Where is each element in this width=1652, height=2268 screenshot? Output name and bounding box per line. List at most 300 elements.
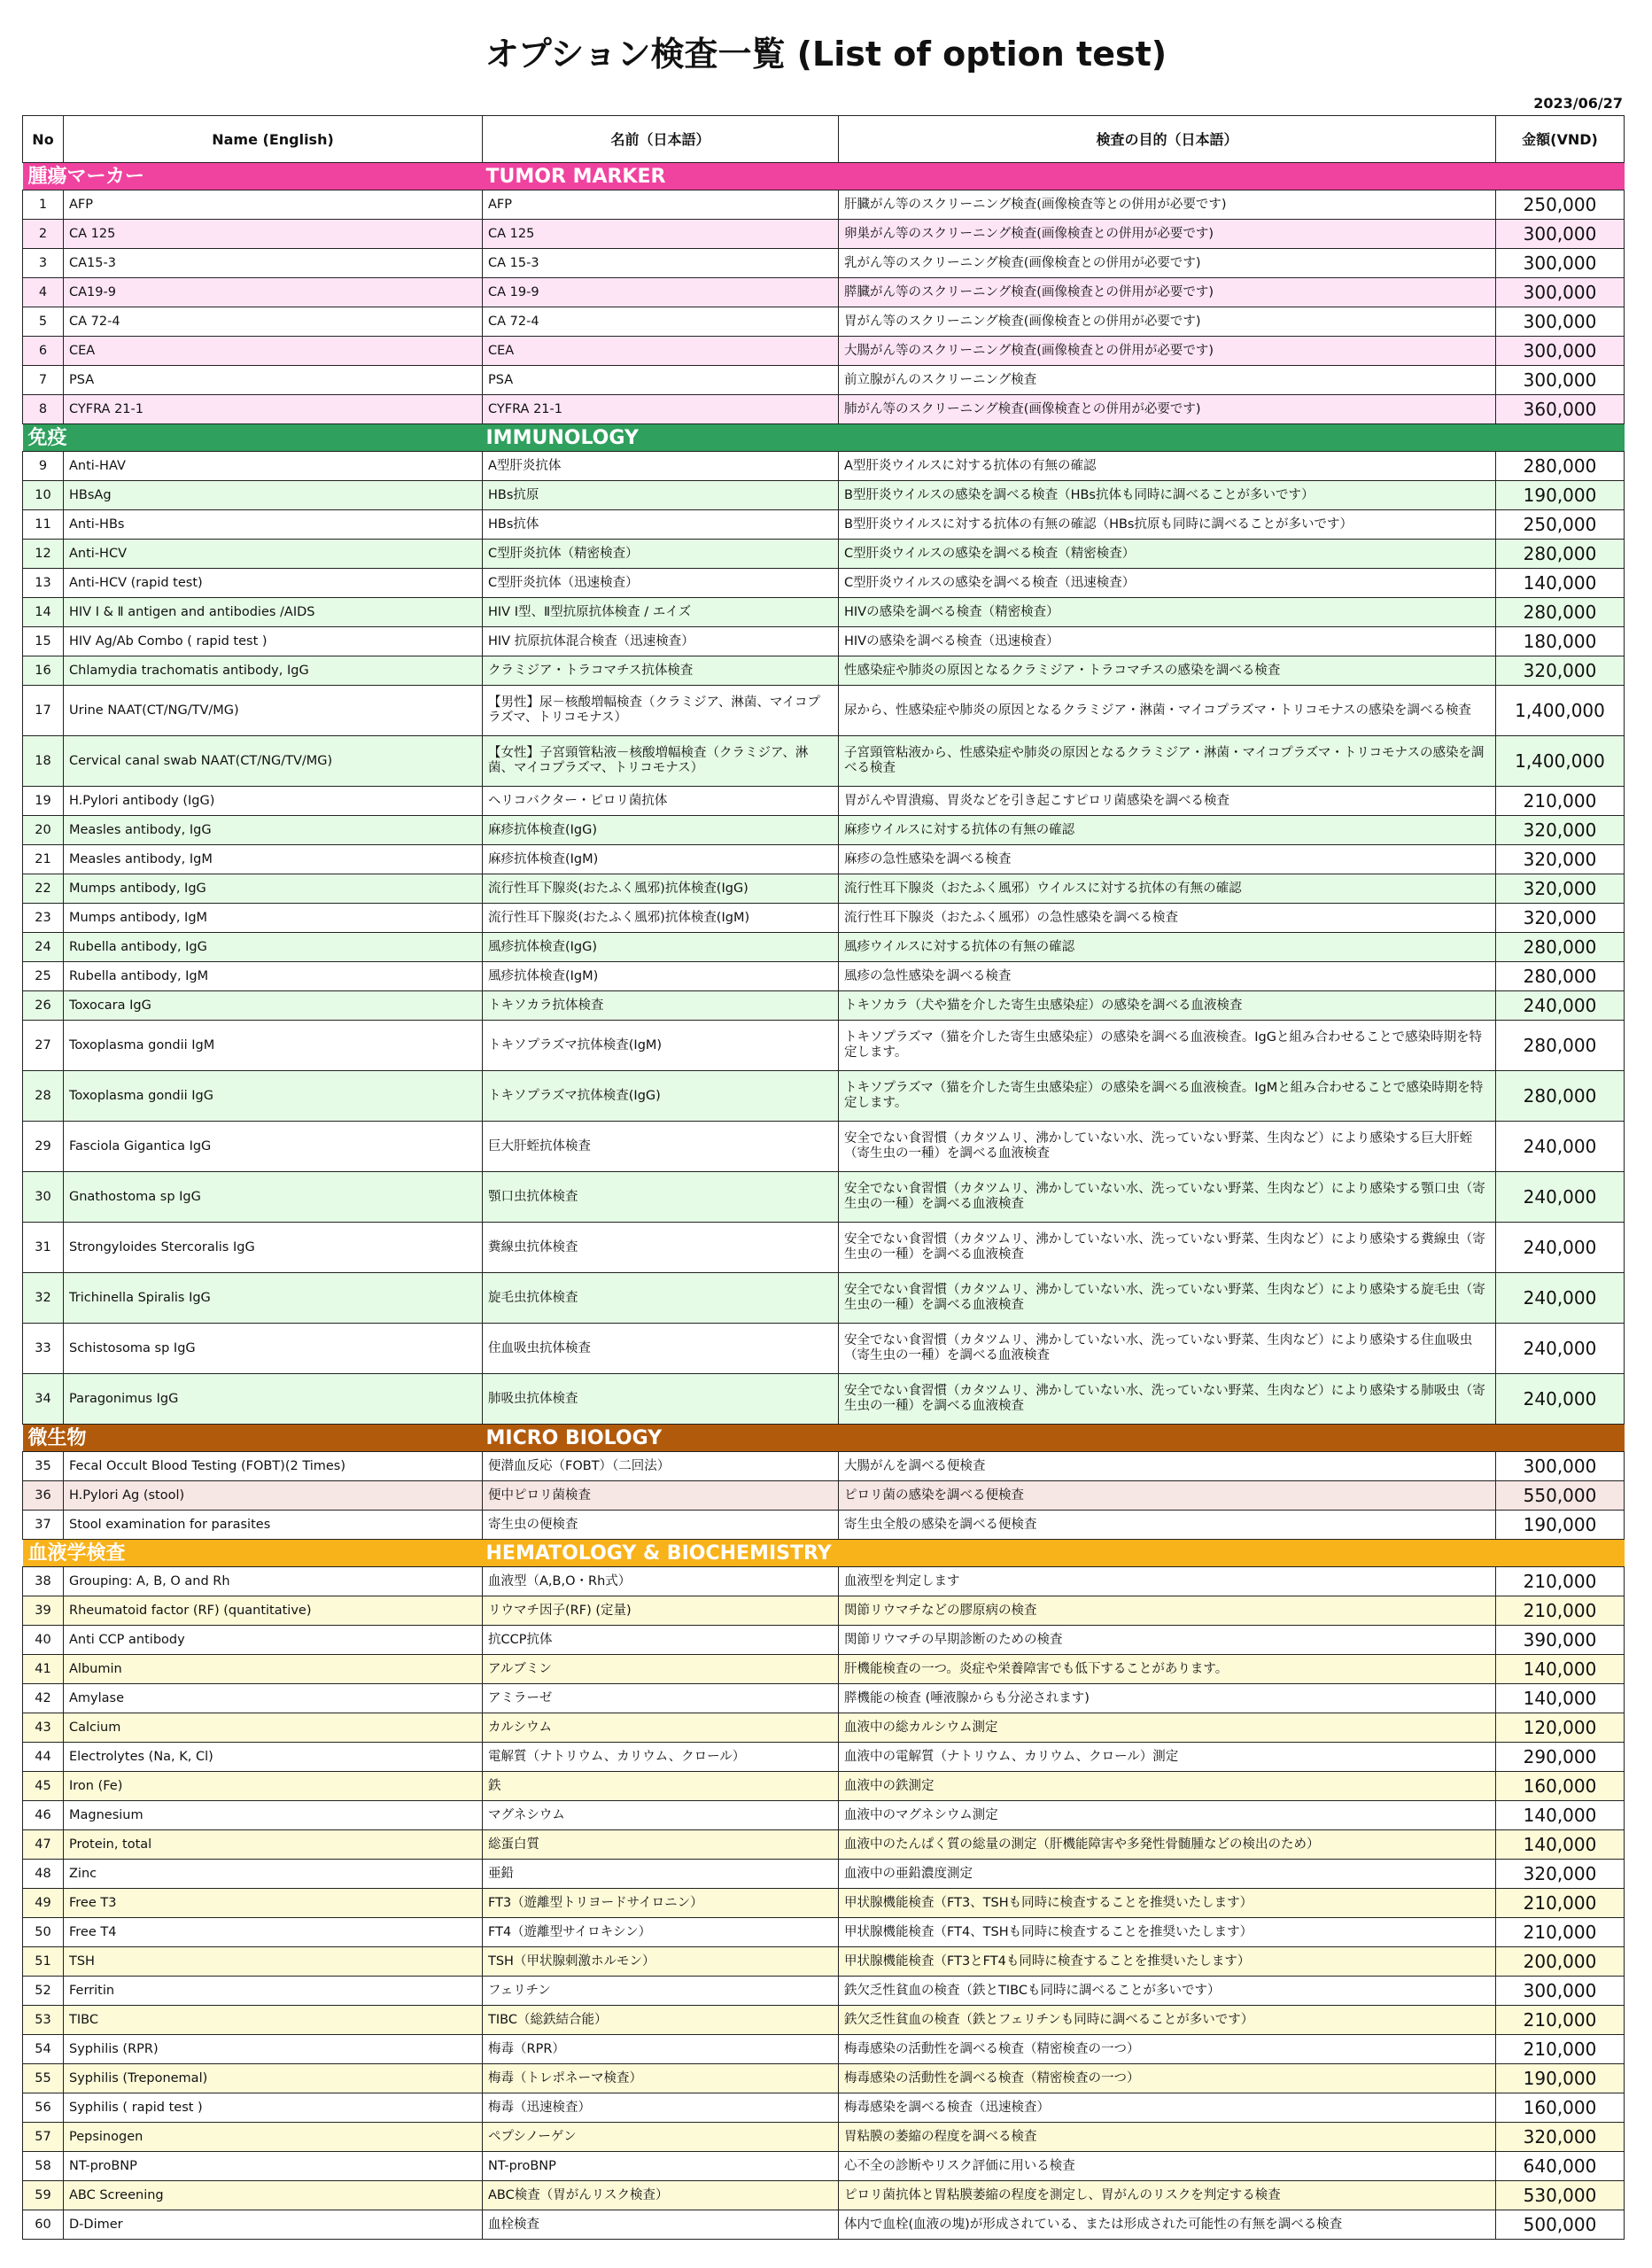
table-row	[23, 1860, 1625, 1889]
table-row	[23, 1889, 1625, 1918]
cell-name-english: Fasciola Gigantica IgG	[64, 1122, 483, 1172]
cell-name-english: CA 72-4	[64, 307, 483, 337]
cell-no: 39	[23, 1596, 64, 1626]
cell-name-japanese: 風疹抗体検査(IgG)	[483, 933, 839, 962]
cell-name-english: Anti-HBs	[64, 510, 483, 540]
cell-name-english: Anti-HCV	[64, 540, 483, 569]
cell-name-english: Toxoplasma gondii IgM	[64, 1021, 483, 1071]
section-label-ja: 腫瘍マーカー	[23, 163, 483, 190]
cell-purpose: 血液型を判定します	[839, 1567, 1496, 1596]
cell-name-english: Rubella antibody, IgM	[64, 962, 483, 991]
cell-price: 250,000	[1496, 510, 1625, 540]
cell-name-english: Paragonimus IgG	[64, 1374, 483, 1425]
cell-name-english: H.Pylori antibody (IgG)	[64, 787, 483, 816]
cell-no: 2	[23, 220, 64, 249]
cell-name-english: Amylase	[64, 1684, 483, 1713]
cell-name-japanese: カルシウム	[483, 1713, 839, 1743]
cell-purpose: 血液中のたんぱく質の総量の測定（肝機能障害や多発性骨髄腫などの検出のため）	[839, 1830, 1496, 1860]
section-header-micro	[23, 1425, 1625, 1452]
cell-name-japanese: 肺吸虫抗体検査	[483, 1374, 839, 1425]
cell-purpose: 血液中の総カルシウム測定	[839, 1713, 1496, 1743]
cell-name-english: Trichinella Spiralis IgG	[64, 1273, 483, 1324]
cell-price: 280,000	[1496, 1071, 1625, 1122]
cell-name-japanese: C型肝炎抗体（精密検査）	[483, 540, 839, 569]
table-row	[23, 1626, 1625, 1655]
cell-price: 160,000	[1496, 2093, 1625, 2123]
table-row	[23, 1172, 1625, 1223]
cell-purpose: ピロリ菌抗体と胃粘膜萎縮の程度を測定し、胃がんのリスクを判定する検査	[839, 2181, 1496, 2210]
cell-purpose: 安全でない食習慣（カタツムリ、沸かしていない水、洗っていない野菜、生肉など）により感染する巨大肝蛭（寄生虫の一種）を調べる血液検査	[839, 1122, 1496, 1172]
cell-name-english: ABC Screening	[64, 2181, 483, 2210]
cell-name-japanese: 総蛋白質	[483, 1830, 839, 1860]
cell-name-english: H.Pylori Ag (stool)	[64, 1481, 483, 1511]
cell-price: 240,000	[1496, 1324, 1625, 1374]
table-row	[23, 366, 1625, 395]
cell-no: 1	[23, 190, 64, 220]
cell-price: 280,000	[1496, 933, 1625, 962]
cell-purpose: 体内で血栓(血液の塊)が形成されている、または形成された可能性の有無を調べる検査	[839, 2210, 1496, 2240]
table-row	[23, 787, 1625, 816]
cell-name-english: AFP	[64, 190, 483, 220]
cell-price: 210,000	[1496, 1918, 1625, 1947]
header-price: 金額(VND)	[1496, 116, 1625, 163]
cell-price: 300,000	[1496, 249, 1625, 278]
cell-name-japanese: 麻疹抗体検査(IgM)	[483, 845, 839, 874]
table-row	[23, 307, 1625, 337]
cell-purpose: 鉄欠乏性貧血の検査（鉄とフェリチンも同時に調べることが多いです）	[839, 2006, 1496, 2035]
cell-price: 240,000	[1496, 1374, 1625, 1425]
cell-name-japanese: A型肝炎抗体	[483, 452, 839, 481]
cell-price: 360,000	[1496, 395, 1625, 424]
section-label-ja: 血液学検査	[23, 1540, 483, 1567]
cell-no: 33	[23, 1324, 64, 1374]
cell-purpose: 安全でない食習慣（カタツムリ、沸かしていない水、洗っていない野菜、生肉など）により感染する肺吸虫（寄生虫の一種）を調べる血液検査	[839, 1374, 1496, 1425]
table-row	[23, 686, 1625, 736]
cell-name-japanese: CA 19-9	[483, 278, 839, 307]
cell-purpose: 安全でない食習慣（カタツムリ、沸かしていない水、洗っていない野菜、生肉など）により感染する顎口虫（寄生虫の一種）を調べる血液検査	[839, 1172, 1496, 1223]
table-row	[23, 190, 1625, 220]
cell-name-english: Mumps antibody, IgG	[64, 874, 483, 904]
cell-purpose: トキソプラズマ（猫を介した寄生虫感染症）の感染を調べる血液検査。IgGと組み合わせることで感染時期を特定します。	[839, 1021, 1496, 1071]
cell-name-english: CYFRA 21-1	[64, 395, 483, 424]
cell-name-english: Zinc	[64, 1860, 483, 1889]
table-row	[23, 962, 1625, 991]
cell-no: 7	[23, 366, 64, 395]
cell-name-english: Toxocara IgG	[64, 991, 483, 1021]
cell-price: 190,000	[1496, 481, 1625, 510]
cell-no: 5	[23, 307, 64, 337]
table-row	[23, 1021, 1625, 1071]
table-row	[23, 874, 1625, 904]
cell-no: 24	[23, 933, 64, 962]
cell-price: 240,000	[1496, 1273, 1625, 1324]
cell-purpose: 安全でない食習慣（カタツムリ、沸かしていない水、洗っていない野菜、生肉など）により感染する糞線虫（寄生虫の一種）を調べる血液検査	[839, 1223, 1496, 1273]
table-row	[23, 1947, 1625, 1977]
cell-no: 53	[23, 2006, 64, 2035]
table-row	[23, 656, 1625, 686]
cell-no: 28	[23, 1071, 64, 1122]
section-label-en: IMMUNOLOGY	[483, 424, 1625, 452]
table-row	[23, 1743, 1625, 1772]
cell-purpose: 性感染症や肺炎の原因となるクラミジア・トラコマチスの感染を調べる検査	[839, 656, 1496, 686]
header-name-english: Name (English)	[64, 116, 483, 163]
cell-purpose: 乳がん等のスクリーニング検査(画像検査との併用が必要です)	[839, 249, 1496, 278]
section-header-immuno	[23, 424, 1625, 452]
table-row	[23, 816, 1625, 845]
cell-purpose: 膵機能の検査 (唾液腺からも分泌されます)	[839, 1684, 1496, 1713]
cell-purpose: 心不全の診断やリスク評価に用いる検査	[839, 2152, 1496, 2181]
cell-name-japanese: ヘリコバクター・ピロリ菌抗体	[483, 787, 839, 816]
cell-name-english: Gnathostoma sp IgG	[64, 1172, 483, 1223]
cell-no: 6	[23, 337, 64, 366]
cell-name-english: Syphilis (Treponemal)	[64, 2064, 483, 2093]
cell-price: 190,000	[1496, 2064, 1625, 2093]
cell-name-japanese: 血栓検査	[483, 2210, 839, 2240]
cell-price: 180,000	[1496, 627, 1625, 656]
cell-name-english: CA 125	[64, 220, 483, 249]
cell-price: 320,000	[1496, 2123, 1625, 2152]
cell-no: 3	[23, 249, 64, 278]
table-row	[23, 1918, 1625, 1947]
cell-purpose: 梅毒感染の活動性を調べる検査（精密検査の一つ）	[839, 2035, 1496, 2064]
cell-purpose: 胃がんや胃潰瘍、胃炎などを引き起こすピロリ菌感染を調べる検査	[839, 787, 1496, 816]
cell-price: 320,000	[1496, 656, 1625, 686]
table-row	[23, 1596, 1625, 1626]
table-row	[23, 1977, 1625, 2006]
cell-name-english: HBsAg	[64, 481, 483, 510]
table-row	[23, 2064, 1625, 2093]
cell-price: 390,000	[1496, 1626, 1625, 1655]
cell-purpose: 関節リウマチの早期診断のための検査	[839, 1626, 1496, 1655]
cell-price: 640,000	[1496, 2152, 1625, 2181]
cell-name-japanese: CA 15-3	[483, 249, 839, 278]
table-body	[23, 163, 1625, 2240]
cell-name-japanese: C型肝炎抗体（迅速検査）	[483, 569, 839, 598]
cell-purpose: 鉄欠乏性貧血の検査（鉄とTIBCも同時に調べることが多いです）	[839, 1977, 1496, 2006]
cell-purpose: 胃がん等のスクリーニング検査(画像検査との併用が必要です)	[839, 307, 1496, 337]
cell-name-japanese: HIV 抗原抗体混合検査（迅速検査）	[483, 627, 839, 656]
cell-name-japanese: HBs抗体	[483, 510, 839, 540]
cell-purpose: B型肝炎ウイルスに対する抗体の有無の確認（HBs抗原も同時に調べることが多いです）	[839, 510, 1496, 540]
cell-name-japanese: 風疹抗体検査(IgM)	[483, 962, 839, 991]
cell-name-japanese: フェリチン	[483, 1977, 839, 2006]
table-row	[23, 452, 1625, 481]
cell-price: 300,000	[1496, 220, 1625, 249]
cell-name-english: HIV Ⅰ & Ⅱ antigen and antibodies /AIDS	[64, 598, 483, 627]
table-row	[23, 2152, 1625, 2181]
table-row	[23, 598, 1625, 627]
cell-purpose: 関節リウマチなどの膠原病の検査	[839, 1596, 1496, 1626]
section-label-en: MICRO BIOLOGY	[483, 1425, 1625, 1452]
cell-name-japanese: TSH（甲状腺刺激ホルモン）	[483, 1947, 839, 1977]
cell-name-japanese: 電解質（ナトリウム、カリウム、クロール）	[483, 1743, 839, 1772]
cell-name-japanese: 流行性耳下腺炎(おたふく風邪)抗体検査(IgG)	[483, 874, 839, 904]
cell-no: 45	[23, 1772, 64, 1801]
cell-price: 320,000	[1496, 1860, 1625, 1889]
table-row	[23, 1511, 1625, 1540]
cell-name-japanese: 抗CCP抗体	[483, 1626, 839, 1655]
table-row	[23, 540, 1625, 569]
cell-no: 58	[23, 2152, 64, 2181]
cell-name-english: Iron (Fe)	[64, 1772, 483, 1801]
cell-price: 1,400,000	[1496, 686, 1625, 736]
cell-name-japanese: FT3（遊離型トリヨードサイロニン）	[483, 1889, 839, 1918]
cell-name-english: Measles antibody, IgG	[64, 816, 483, 845]
cell-purpose: ピロリ菌の感染を調べる便検査	[839, 1481, 1496, 1511]
cell-name-japanese: 糞線虫抗体検査	[483, 1223, 839, 1273]
cell-name-english: CA15-3	[64, 249, 483, 278]
cell-price: 320,000	[1496, 874, 1625, 904]
cell-purpose: 流行性耳下腺炎（おたふく風邪）の急性感染を調べる検査	[839, 904, 1496, 933]
cell-price: 200,000	[1496, 1947, 1625, 1977]
cell-no: 12	[23, 540, 64, 569]
cell-price: 160,000	[1496, 1772, 1625, 1801]
table-row	[23, 1452, 1625, 1481]
cell-name-japanese: リウマチ因子(RF) (定量)	[483, 1596, 839, 1626]
cell-name-english: Anti-HCV (rapid test)	[64, 569, 483, 598]
cell-no: 44	[23, 1743, 64, 1772]
cell-purpose: HIVの感染を調べる検査（精密検査）	[839, 598, 1496, 627]
table-row	[23, 278, 1625, 307]
table-row	[23, 2035, 1625, 2064]
cell-no: 50	[23, 1918, 64, 1947]
document-date: 2023/06/27	[1533, 95, 1623, 112]
cell-purpose: 麻疹の急性感染を調べる検査	[839, 845, 1496, 874]
section-label-en: HEMATOLOGY & BIOCHEMISTRY	[483, 1540, 1625, 1567]
cell-name-english: PSA	[64, 366, 483, 395]
cell-name-japanese: NT-proBNP	[483, 2152, 839, 2181]
cell-name-japanese: 流行性耳下腺炎(おたふく風邪)抗体検査(IgM)	[483, 904, 839, 933]
cell-no: 56	[23, 2093, 64, 2123]
cell-purpose: 麻疹ウイルスに対する抗体の有無の確認	[839, 816, 1496, 845]
cell-name-japanese: 血液型（A,B,O・Rh式）	[483, 1567, 839, 1596]
cell-name-english: D-Dimer	[64, 2210, 483, 2240]
table-row	[23, 933, 1625, 962]
cell-no: 51	[23, 1947, 64, 1977]
cell-price: 290,000	[1496, 1743, 1625, 1772]
cell-name-japanese: HIV Ⅰ型、Ⅱ型抗原抗体検査 / エイズ	[483, 598, 839, 627]
cell-price: 210,000	[1496, 2006, 1625, 2035]
cell-purpose: 風疹の急性感染を調べる検査	[839, 962, 1496, 991]
cell-no: 31	[23, 1223, 64, 1273]
cell-no: 16	[23, 656, 64, 686]
cell-name-english: TSH	[64, 1947, 483, 1977]
cell-no: 34	[23, 1374, 64, 1425]
cell-purpose: 血液中の電解質（ナトリウム、カリウム、クロール）測定	[839, 1743, 1496, 1772]
cell-price: 550,000	[1496, 1481, 1625, 1511]
table-row	[23, 2093, 1625, 2123]
cell-no: 32	[23, 1273, 64, 1324]
cell-purpose: 膵臓がん等のスクリーニング検査(画像検査との併用が必要です)	[839, 278, 1496, 307]
cell-price: 210,000	[1496, 2035, 1625, 2064]
section-header-tumor	[23, 163, 1625, 190]
cell-name-japanese: アミラーゼ	[483, 1684, 839, 1713]
cell-price: 140,000	[1496, 1684, 1625, 1713]
table-row	[23, 220, 1625, 249]
cell-purpose: 前立腺がんのスクリーニング検査	[839, 366, 1496, 395]
cell-no: 38	[23, 1567, 64, 1596]
table-row	[23, 2181, 1625, 2210]
cell-no: 35	[23, 1452, 64, 1481]
cell-no: 11	[23, 510, 64, 540]
cell-no: 55	[23, 2064, 64, 2093]
table-row	[23, 2123, 1625, 2152]
cell-price: 280,000	[1496, 540, 1625, 569]
cell-name-japanese: ABC検査（胃がんリスク検査）	[483, 2181, 839, 2210]
table-row	[23, 991, 1625, 1021]
cell-price: 300,000	[1496, 337, 1625, 366]
cell-name-english: Urine NAAT(CT/NG/TV/MG)	[64, 686, 483, 736]
cell-price: 320,000	[1496, 904, 1625, 933]
cell-price: 300,000	[1496, 1452, 1625, 1481]
cell-name-english: Stool examination for parasites	[64, 1511, 483, 1540]
cell-name-japanese: マグネシウム	[483, 1801, 839, 1830]
cell-price: 280,000	[1496, 1021, 1625, 1071]
section-label-ja: 免疫	[23, 424, 483, 452]
cell-name-japanese: 鉄	[483, 1772, 839, 1801]
cell-name-english: Grouping: A, B, O and Rh	[64, 1567, 483, 1596]
cell-name-english: Syphilis ( rapid test )	[64, 2093, 483, 2123]
table-row	[23, 1324, 1625, 1374]
cell-price: 1,400,000	[1496, 736, 1625, 787]
table-row	[23, 1122, 1625, 1172]
cell-no: 8	[23, 395, 64, 424]
cell-no: 10	[23, 481, 64, 510]
cell-name-english: Magnesium	[64, 1801, 483, 1830]
table-row	[23, 1481, 1625, 1511]
cell-price: 210,000	[1496, 787, 1625, 816]
table-row	[23, 2006, 1625, 2035]
cell-price: 210,000	[1496, 1889, 1625, 1918]
cell-name-english: Anti-HAV	[64, 452, 483, 481]
cell-name-english: NT-proBNP	[64, 2152, 483, 2181]
table-row	[23, 1830, 1625, 1860]
table-header-row	[23, 116, 1625, 163]
cell-no: 42	[23, 1684, 64, 1713]
cell-no: 20	[23, 816, 64, 845]
cell-price: 320,000	[1496, 845, 1625, 874]
table-row	[23, 1567, 1625, 1596]
cell-purpose: 甲状腺機能検査（FT3、TSHも同時に検査することを推奨いたします）	[839, 1889, 1496, 1918]
cell-purpose: C型肝炎ウイルスの感染を調べる検査（精密検査）	[839, 540, 1496, 569]
table-row	[23, 1655, 1625, 1684]
table-row	[23, 627, 1625, 656]
cell-name-english: Protein, total	[64, 1830, 483, 1860]
cell-price: 300,000	[1496, 1977, 1625, 2006]
cell-no: 48	[23, 1860, 64, 1889]
cell-purpose: 血液中のマグネシウム測定	[839, 1801, 1496, 1830]
cell-no: 23	[23, 904, 64, 933]
cell-no: 52	[23, 1977, 64, 2006]
header-name-japanese: 名前（日本語）	[483, 116, 839, 163]
cell-price: 530,000	[1496, 2181, 1625, 2210]
cell-purpose: 子宮頸管粘液から、性感染症や肺炎の原因となるクラミジア・淋菌・マイコプラズマ・トリコモナスの感染を調べる検査	[839, 736, 1496, 787]
table-row	[23, 569, 1625, 598]
cell-name-english: Anti CCP antibody	[64, 1626, 483, 1655]
cell-name-japanese: CYFRA 21-1	[483, 395, 839, 424]
cell-name-english: Rubella antibody, IgG	[64, 933, 483, 962]
cell-price: 280,000	[1496, 452, 1625, 481]
cell-purpose: 甲状腺機能検査（FT4、TSHも同時に検査することを推奨いたします）	[839, 1918, 1496, 1947]
table-row	[23, 1801, 1625, 1830]
cell-name-japanese: CEA	[483, 337, 839, 366]
cell-name-japanese: 【女性】子宮頸管粘液－核酸増幅検査（クラミジア、淋菌、マイコプラズマ、トリコモナス）	[483, 736, 839, 787]
cell-price: 140,000	[1496, 1801, 1625, 1830]
cell-no: 30	[23, 1172, 64, 1223]
cell-no: 37	[23, 1511, 64, 1540]
cell-price: 140,000	[1496, 1655, 1625, 1684]
cell-purpose: 肺がん等のスクリーニング検査(画像検査との併用が必要です)	[839, 395, 1496, 424]
cell-price: 320,000	[1496, 816, 1625, 845]
cell-no: 18	[23, 736, 64, 787]
cell-purpose: 安全でない食習慣（カタツムリ、沸かしていない水、洗っていない野菜、生肉など）により感染する旋毛虫（寄生虫の一種）を調べる血液検査	[839, 1273, 1496, 1324]
table-row	[23, 1223, 1625, 1273]
cell-no: 36	[23, 1481, 64, 1511]
table-row	[23, 481, 1625, 510]
cell-name-japanese: ペプシノーゲン	[483, 2123, 839, 2152]
cell-no: 43	[23, 1713, 64, 1743]
table-row	[23, 736, 1625, 787]
header-purpose: 検査の目的（日本語）	[839, 116, 1496, 163]
cell-name-japanese: 巨大肝蛭抗体検査	[483, 1122, 839, 1172]
cell-name-english: Schistosoma sp IgG	[64, 1324, 483, 1374]
table-row	[23, 845, 1625, 874]
cell-price: 240,000	[1496, 991, 1625, 1021]
cell-price: 300,000	[1496, 278, 1625, 307]
cell-name-japanese: 便潜血反応（FOBT）（二回法）	[483, 1452, 839, 1481]
cell-name-japanese: CA 72-4	[483, 307, 839, 337]
cell-name-japanese: トキソカラ抗体検査	[483, 991, 839, 1021]
option-test-table	[22, 115, 1625, 2240]
cell-name-japanese: トキソプラズマ抗体検査(IgG)	[483, 1071, 839, 1122]
table-row	[23, 1374, 1625, 1425]
table-row	[23, 510, 1625, 540]
cell-no: 13	[23, 569, 64, 598]
cell-no: 4	[23, 278, 64, 307]
cell-name-japanese: 旋毛虫抗体検査	[483, 1273, 839, 1324]
cell-price: 280,000	[1496, 962, 1625, 991]
cell-purpose: 甲状腺機能検査（FT3とFT4も同時に検査することを推奨いたします）	[839, 1947, 1496, 1977]
cell-name-japanese: HBs抗原	[483, 481, 839, 510]
cell-price: 250,000	[1496, 190, 1625, 220]
cell-name-english: Pepsinogen	[64, 2123, 483, 2152]
cell-purpose: 血液中の鉄測定	[839, 1772, 1496, 1801]
cell-name-english: Cervical canal swab NAAT(CT/NG/TV/MG)	[64, 736, 483, 787]
cell-name-japanese: AFP	[483, 190, 839, 220]
cell-name-japanese: トキソプラズマ抗体検査(IgM)	[483, 1021, 839, 1071]
cell-name-english: Mumps antibody, IgM	[64, 904, 483, 933]
cell-purpose: 卵巣がん等のスクリーニング検査(画像検査との併用が必要です)	[839, 220, 1496, 249]
cell-price: 190,000	[1496, 1511, 1625, 1540]
cell-purpose: A型肝炎ウイルスに対する抗体の有無の確認	[839, 452, 1496, 481]
cell-name-english: CEA	[64, 337, 483, 366]
cell-price: 300,000	[1496, 366, 1625, 395]
cell-name-english: Syphilis (RPR)	[64, 2035, 483, 2064]
cell-purpose: 肝臓がん等のスクリーニング検査(画像検査等との併用が必要です)	[839, 190, 1496, 220]
cell-purpose: B型肝炎ウイルスの感染を調べる検査（HBs抗体も同時に調べることが多いです）	[839, 481, 1496, 510]
cell-name-english: CA19-9	[64, 278, 483, 307]
table-row	[23, 249, 1625, 278]
cell-name-english: Calcium	[64, 1713, 483, 1743]
cell-no: 41	[23, 1655, 64, 1684]
cell-price: 300,000	[1496, 307, 1625, 337]
cell-price: 500,000	[1496, 2210, 1625, 2240]
cell-name-english: Free T4	[64, 1918, 483, 1947]
cell-name-japanese: PSA	[483, 366, 839, 395]
cell-no: 54	[23, 2035, 64, 2064]
cell-purpose: 肝機能検査の一つ。炎症や栄養障害でも低下することがあります。	[839, 1655, 1496, 1684]
cell-no: 29	[23, 1122, 64, 1172]
